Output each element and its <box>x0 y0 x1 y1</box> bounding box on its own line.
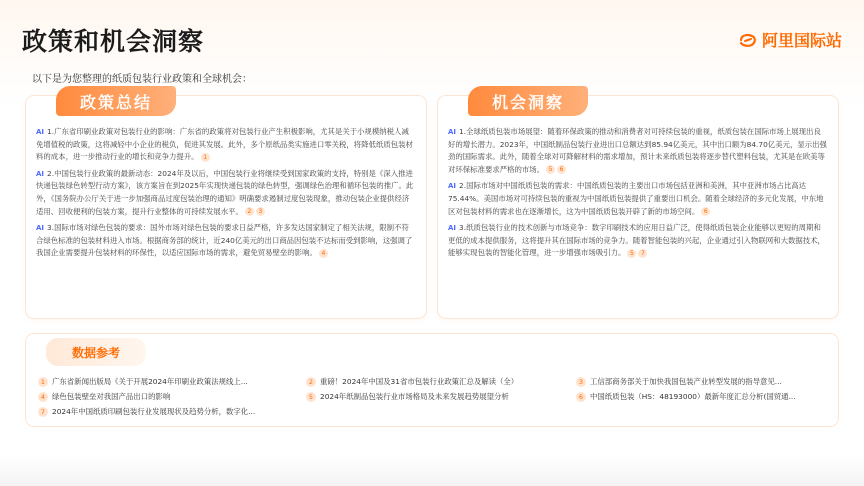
citation-badge[interactable]: 7 <box>638 249 647 258</box>
reference-text: 2024年中国纸质印刷包装行业发展现状及趋势分析，数字化... <box>52 407 256 416</box>
citation-badge[interactable]: 6 <box>701 207 710 216</box>
ai-tag: AI <box>448 182 457 191</box>
ai-tag: AI <box>36 224 45 233</box>
data-reference-card <box>26 334 838 426</box>
reference-link[interactable] <box>306 391 576 402</box>
policy-item <box>36 222 416 260</box>
reference-text: 重磅！2024年中国及31省市包装行业政策汇总及解读（全） <box>320 377 519 386</box>
citation-badge[interactable]: 5 <box>627 249 636 258</box>
reference-number: 2 <box>306 377 316 387</box>
citation-badge[interactable]: 4 <box>319 249 328 258</box>
opportunity-insight-card <box>438 92 838 318</box>
opportunity-insight-tab: 机会洞察 <box>468 86 588 116</box>
opportunity-item-text: 3.纸质包装行业的技术创新与市场竞争：数字印刷技术的应用日益广泛，使得纸质包装企业能够以更短的周期和更低的成本提供服务，这将提升其在国际市场的竞争力。随着智能包装的兴起，企业通过引入物联网和大数据技术，能够实现包装的智能化管理，进一步增强市场吸引力。 <box>448 223 825 258</box>
data-reference-tab: 数据参考 <box>46 338 146 366</box>
brand-name: 阿里国际站 <box>761 31 842 50</box>
brand-logo <box>738 28 842 51</box>
policy-item-text: 1.广东省印刷业政策对包装行业的影响：广东省的政策将对包装行业产生积极影响，尤其是关于小规模纳税人减免增值税的政策，这将减轻中小企业的税负，促进其发展。此外，多个原纸品类实施进口零关税，将降低纸质包装材料的成本，进一步推动行业的增长和竞争力提升。 <box>36 127 413 162</box>
reference-link[interactable] <box>576 376 826 387</box>
policy-item <box>36 126 416 164</box>
reference-text: 绿色包装壁垒对我国产品出口的影响 <box>52 392 171 401</box>
policy-item-text: 2.中国包装行业政策的最新动态：2024年及以后，中国包装行业将继续受到国家政策的支持，特别是《深入推进快递包装绿色转型行动方案》，该方案旨在到2025年实现快递包装的绿色转型，强调绿色治理和循环包装的推广。此外，《国务院办公厅关于进一步加强商品过度包装治理的通知》明确要求遏制过度包装现象，推动包装企业提供经济适用、回收便利的包装方案，提升行业整体的可持续发展水平。 <box>36 168 414 216</box>
opportunity-item-text: 1.全球纸质包装市场展望：随着环保政策的推动和消费者对可持续包装的重视，纸质包装在国际市场上展现出良好的增长潜力。2023年，中国纸制品包装行业进出口总额达到85.94亿美元，其中出口额为84.70亿美元，显示出强劲的国际需求。此外，随着全球对可降解材料的需求增加，预计未来纸质包装将逐步替代塑料包装，尤其是在欧美等对环保标准要求严格的市场。 <box>448 127 827 174</box>
citation-badge[interactable]: 5 <box>546 165 555 174</box>
opportunity-item <box>448 126 828 176</box>
reference-number: 7 <box>38 407 48 417</box>
opportunity-item <box>448 222 828 260</box>
citation-badge[interactable]: 1 <box>201 153 210 162</box>
footer-band <box>0 456 864 486</box>
ai-tag: AI <box>448 128 457 136</box>
reference-link[interactable] <box>576 391 826 402</box>
reference-text: 2024年纸制品包装行业市场格局及未来发展趋势展望分析 <box>320 392 509 401</box>
reference-text: 中国纸质包装（HS：48193000）最新年度汇总分析(国贸通... <box>590 392 796 401</box>
citation-badge[interactable]: 2 <box>245 207 254 216</box>
policy-summary-card <box>26 92 426 318</box>
reference-text: 广东省新闻出版局《关于开展2024年印刷业政策法规线上... <box>52 377 248 386</box>
opportunity-item <box>448 180 828 218</box>
reference-number: 4 <box>38 392 48 402</box>
policy-summary-tab: 政策总结 <box>56 86 176 116</box>
reference-text: 工信部商务部关于加快我国包装产业转型发展的指导意见... <box>590 377 782 386</box>
policy-item-text: 3.国际市场对绿色包装的要求：国外市场对绿色包装的要求日益严格，许多发达国家制定了相关法规，限制不符合绿色标准的包装材料进入市场。根据商务部的统计，近240亿美元的出口商品因包装不达标而受到影响，这强调了我国企业需要提升包装材料的环保性，以适应国际市场的需求，避免贸易壁垒的影响。 <box>36 223 413 258</box>
reference-number: 3 <box>576 377 586 387</box>
reference-link[interactable] <box>38 391 306 402</box>
ai-tag: AI <box>36 128 45 136</box>
alibaba-logo-icon <box>738 32 758 48</box>
reference-link[interactable] <box>38 376 306 387</box>
reference-link[interactable] <box>306 376 576 387</box>
page-title: 政策和机会洞察 <box>22 27 205 56</box>
reference-number: 1 <box>38 377 48 387</box>
ai-tag: AI <box>36 169 45 178</box>
opportunity-item-text: 2.国际市场对中国纸质包装的需求：中国纸质包装的主要出口市场包括亚洲和美洲，其中亚洲市场占比高达75.44%。美国市场对可持续包装的重视为中国纸质包装提供了重要出口机会。随着全球经济的多元化发展，中东地区对包装材料的需求也在逐渐增长，这为中国纸质包装开辟了新的市场空间。 <box>448 181 824 216</box>
reference-number: 5 <box>306 392 316 402</box>
intro-text: 以下是为您整理的纸质包装行业政策和全球机会： <box>32 74 252 85</box>
citation-badge[interactable]: 3 <box>256 207 265 216</box>
policy-item <box>36 168 416 218</box>
reference-link[interactable] <box>38 406 306 417</box>
reference-number: 6 <box>576 392 586 402</box>
reference-list <box>38 376 826 417</box>
citation-badge[interactable]: 6 <box>557 165 566 174</box>
ai-tag: AI <box>448 224 457 233</box>
